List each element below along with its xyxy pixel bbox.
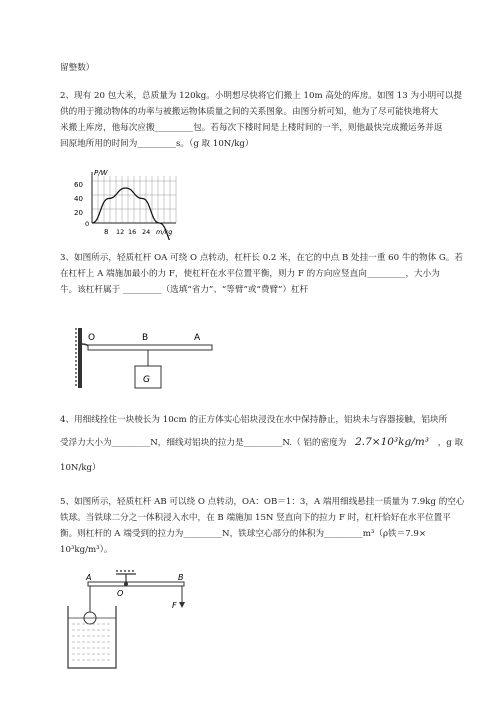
x-tick-8: 8 — [104, 228, 109, 236]
lever-bar — [88, 345, 212, 350]
lever-ab-figure — [64, 568, 204, 673]
x-axis-label: m/kg — [156, 228, 173, 236]
q3-line-3: 牛。该杠杆属于 _________（选填“省力”、“等臂”或“费臂”）杠杆 — [60, 285, 309, 295]
q4-line-2-tail: ，g 取 — [437, 438, 464, 448]
q5-line-3: 衡。则杠杆的 A 端受到的拉力为_________N，铁球空心部分的体积为_________m³（ρ铁＝7.9× — [60, 529, 427, 539]
x-tick-24: 24 — [142, 228, 151, 236]
label-o: O — [88, 333, 96, 343]
x-tick-12: 12 — [116, 228, 125, 236]
lever-bar-ab — [88, 582, 184, 586]
label-b: B — [142, 333, 149, 343]
q3-line-2: 在杠杆上 A 端施加最小的力 F，使杠杆在水平位置平衡，则力 F 的方向应竖直向_________，大小为 — [60, 269, 440, 279]
force-arrowhead — [179, 602, 185, 608]
label-f: F — [172, 601, 177, 610]
q3-line-1: 3、如图所示，轻质杠杆 OA 可绕 O 点转动，杠杆长 0.2 米，在它的中点 B 处挂一重 60 牛的物体 G。若 — [60, 253, 463, 263]
lever-oa-figure — [70, 322, 220, 394]
q4-line-2 — [60, 436, 463, 449]
previous-question-tail: 留整数） — [60, 63, 95, 73]
pivot-o — [124, 582, 128, 586]
y-tick-40: 40 — [74, 195, 83, 203]
q5-line-1: 5、如图所示，轻质杠杆 AB 可以绕 O 点转动，OA：OB＝1：3，A 端用细线悬挂一质量为 7.9kg 的空心 — [60, 497, 465, 507]
aluminum-density: 2.7×10³kg/m³ — [355, 436, 429, 448]
power-mass-chart — [72, 168, 180, 240]
q2-line-4: 回原地所用的时间为_________s。（g 取 10N/kg） — [60, 139, 254, 149]
label-a: A — [194, 333, 201, 343]
water-lines — [72, 624, 112, 660]
chart-grid — [92, 176, 176, 223]
y-tick-20: 20 — [74, 209, 83, 217]
y-tick-0: 0 — [85, 220, 90, 228]
q4-line-2-text: 受浮力大小为_________N，细线对铝块的拉力是_________N.（ 铝的密度为 — [60, 438, 347, 448]
q2-line-2: 供的用于搬动物体的功率与被搬运物体质量之间的关系图象。由图分析可知，他为了尽可能快地将大 — [60, 107, 439, 117]
q5-line-2: 铁球。当铁球二分之一体积浸入水中，在 B 端施加 15N 竖直向下的拉力 F 时，杠杆恰好在水平位置平 — [60, 513, 451, 523]
y-tick-60: 60 — [74, 181, 83, 189]
q2-line-1: 2、现有 20 包大米，总质量为 120kg。小明想尽快将它们搬上 10m 高处的库房。如图 13 为小明可以提 — [60, 91, 463, 101]
q4-line-1: 4、用细线拴住一块棱长为 10cm 的正方体实心铝块浸没在水中保持静止，铝块未与容器接触，铝块所 — [60, 415, 448, 425]
q2-line-3: 米搬上库房，他每次应搬_________包。若每次下楼时间是上楼时间的一半，则他最快完成搬运务并返 — [60, 123, 443, 133]
y-axis-label: P/W — [94, 169, 108, 177]
label-g: G — [143, 375, 150, 385]
x-tick-16: 16 — [128, 228, 137, 236]
wall — [78, 328, 82, 388]
label-o: O — [117, 589, 124, 598]
q4-line-3: 10N/kg） — [60, 463, 101, 473]
q5-line-4: 10³kg/m³）。 — [60, 545, 113, 555]
label-a: A — [86, 573, 92, 582]
label-b: B — [178, 573, 184, 582]
